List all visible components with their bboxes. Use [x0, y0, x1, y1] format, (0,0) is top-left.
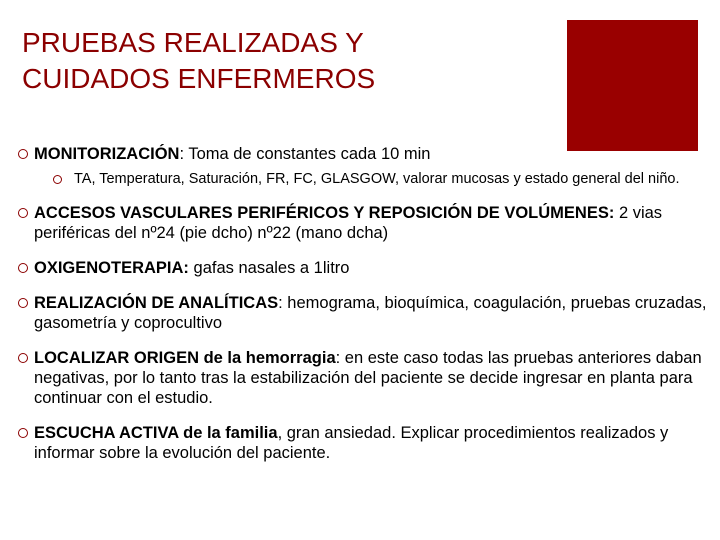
bullet-circle-icon [18, 353, 28, 363]
bullet-circle-icon [18, 298, 28, 308]
bullet-text: gafas nasales a 1litro [188, 259, 350, 277]
bullet-item-accesos-vasculares [18, 203, 708, 243]
bullet-heading: REALIZACIÓN DE ANALÍTICAS [34, 294, 279, 312]
bullet-text: , gran ansiedad. Explicar procedimientos realizados y informar sobre la evolución del paciente. [34, 424, 669, 462]
bullet-item-analiticas [18, 293, 708, 333]
accent-decoration-box [567, 20, 698, 151]
bullet-text: : Toma de constantes cada 10 min [179, 145, 431, 163]
bullet-circle-icon [18, 428, 28, 438]
bullet-item-escucha-activa [18, 423, 708, 463]
bullet-item-oxigenoterapia [18, 258, 708, 278]
bullet-heading: ESCUCHA ACTIVA de la familia [34, 424, 278, 442]
bullet-text: : hemograma, bioquímica, coagulación, pruebas cruzadas, gasometría y coprocultivo [34, 294, 707, 332]
bullet-circle-icon [18, 208, 28, 218]
bullet-text: 2 vias periféricas del nº24 (pie dcho) nº22 (mano dcha) [34, 204, 663, 242]
bullet-item-monitorizacion [18, 144, 708, 188]
bullet-heading: OXIGENOTERAPIA: [34, 259, 189, 277]
bullet-list [18, 144, 708, 478]
bullet-heading: ACCESOS VASCULARES PERIFÉRICOS Y REPOSICIÓN DE VOLÚMENES: [34, 204, 615, 222]
bullet-item-localizar-origen [18, 348, 708, 408]
bullet-circle-icon [18, 263, 28, 273]
bullet-heading: MONITORIZACIÓN [34, 145, 180, 163]
sub-bullet-item [34, 170, 708, 188]
slide-title [22, 25, 542, 97]
bullet-heading: LOCALIZAR ORIGEN de la hemorragia [34, 349, 336, 367]
title-line-2: CUIDADOS ENFERMEROS [22, 63, 376, 94]
bullet-circle-icon [18, 149, 28, 159]
sub-bullet-circle-icon [53, 175, 62, 184]
bullet-text: : en este caso todas las pruebas anteriores daban negativas, por lo tanto tras la estabilización del paciente se decide ingresar en planta para continuar con el estudio. [34, 349, 702, 407]
sub-bullet-text: TA, Temperatura, Saturación, FR, FC, GLASGOW, valorar mucosas y estado general del niño. [74, 171, 680, 187]
title-line-1: PRUEBAS REALIZADAS Y [22, 27, 364, 58]
